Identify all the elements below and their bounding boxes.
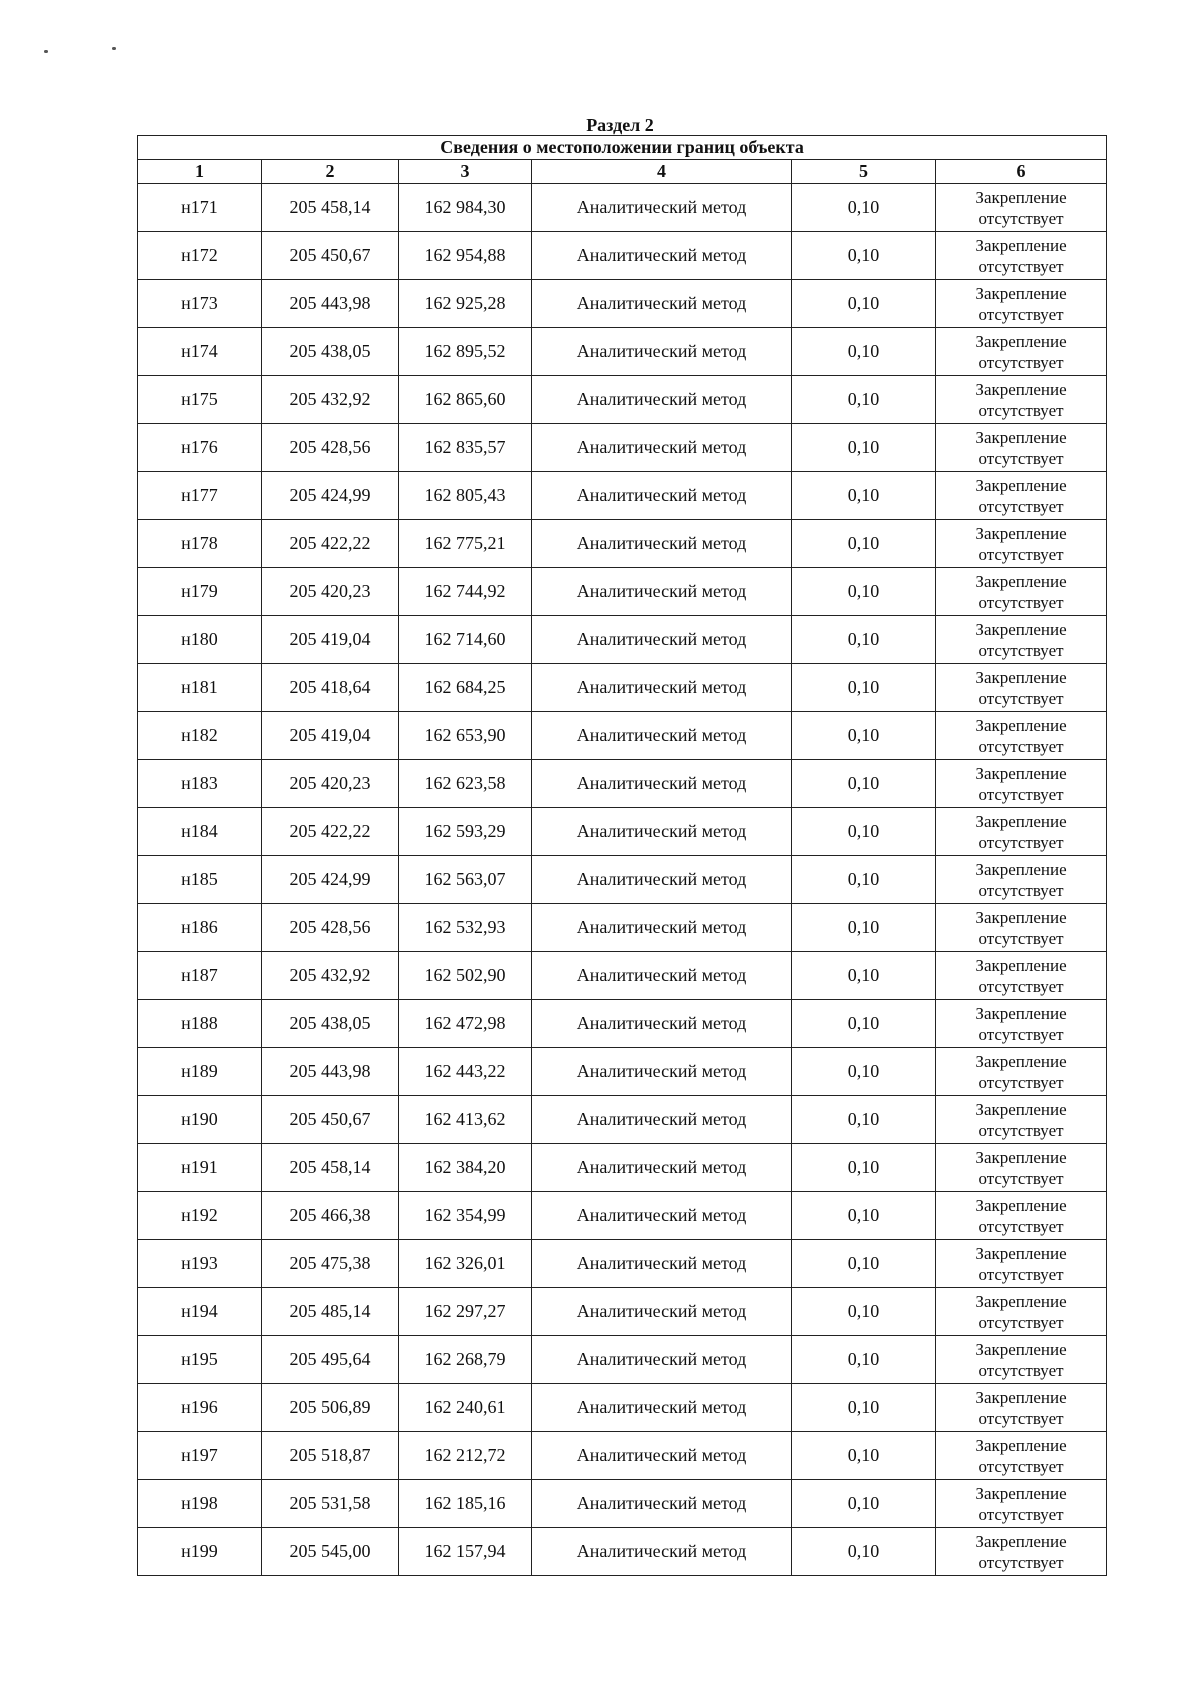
table-body xyxy=(138,184,1107,1576)
fixing-line-1: Закрепление xyxy=(975,1003,1067,1023)
fixing-line-1: Закрепление xyxy=(975,1291,1067,1311)
accuracy-cell: 0,10 xyxy=(792,232,936,280)
accuracy-cell: 0,10 xyxy=(792,568,936,616)
fixing-line-2: отсутствует xyxy=(978,1120,1064,1140)
fixing-line-2: отсутствует xyxy=(978,400,1064,420)
fixing-description-cell xyxy=(936,808,1107,856)
fixing-description-cell xyxy=(936,376,1107,424)
table-row xyxy=(138,760,1107,808)
fixing-description-cell xyxy=(936,472,1107,520)
y-coordinate-cell: 162 297,27 xyxy=(399,1288,532,1336)
y-coordinate-cell: 162 502,90 xyxy=(399,952,532,1000)
fixing-description-cell xyxy=(936,232,1107,280)
x-coordinate-cell: 205 428,56 xyxy=(262,424,399,472)
fixing-description-cell xyxy=(936,952,1107,1000)
y-coordinate-cell: 162 472,98 xyxy=(399,1000,532,1048)
method-cell: Аналитический метод xyxy=(532,1144,792,1192)
fixing-line-2: отсутствует xyxy=(978,976,1064,996)
point-name-cell: н183 xyxy=(138,760,262,808)
y-coordinate-cell: 162 563,07 xyxy=(399,856,532,904)
fixing-description-cell xyxy=(936,184,1107,232)
x-coordinate-cell: 205 518,87 xyxy=(262,1432,399,1480)
fixing-description-cell xyxy=(936,1192,1107,1240)
fixing-line-2: отсутствует xyxy=(978,496,1064,516)
fixing-line-2: отсутствует xyxy=(978,1072,1064,1092)
method-cell: Аналитический метод xyxy=(532,1528,792,1576)
fixing-line-2: отсутствует xyxy=(978,1408,1064,1428)
fixing-description-cell xyxy=(936,1528,1107,1576)
method-cell: Аналитический метод xyxy=(532,520,792,568)
fixing-line-1: Закрепление xyxy=(975,1483,1067,1503)
fixing-line-1: Закрепление xyxy=(975,1387,1067,1407)
method-cell: Аналитический метод xyxy=(532,1336,792,1384)
fixing-line-1: Закрепление xyxy=(975,1147,1067,1167)
table-row xyxy=(138,1288,1107,1336)
y-coordinate-cell: 162 775,21 xyxy=(399,520,532,568)
x-coordinate-cell: 205 418,64 xyxy=(262,664,399,712)
y-coordinate-cell: 162 895,52 xyxy=(399,328,532,376)
point-name-cell: н196 xyxy=(138,1384,262,1432)
table-row xyxy=(138,280,1107,328)
x-coordinate-cell: 205 450,67 xyxy=(262,232,399,280)
point-name-cell: н185 xyxy=(138,856,262,904)
point-name-cell: н197 xyxy=(138,1432,262,1480)
fixing-line-1: Закрепление xyxy=(975,811,1067,831)
fixing-line-2: отсутствует xyxy=(978,928,1064,948)
point-name-cell: н198 xyxy=(138,1480,262,1528)
table-row xyxy=(138,664,1107,712)
accuracy-cell: 0,10 xyxy=(792,808,936,856)
accuracy-cell: 0,10 xyxy=(792,712,936,760)
fixing-line-1: Закрепление xyxy=(975,619,1067,639)
fixing-description-cell xyxy=(936,1384,1107,1432)
method-cell: Аналитический метод xyxy=(532,808,792,856)
fixing-description-cell xyxy=(936,616,1107,664)
y-coordinate-cell: 162 835,57 xyxy=(399,424,532,472)
x-coordinate-cell: 205 466,38 xyxy=(262,1192,399,1240)
method-cell: Аналитический метод xyxy=(532,856,792,904)
x-coordinate-cell: 205 458,14 xyxy=(262,1144,399,1192)
point-name-cell: н173 xyxy=(138,280,262,328)
point-name-cell: н176 xyxy=(138,424,262,472)
fixing-line-2: отсутствует xyxy=(978,784,1064,804)
y-coordinate-cell: 162 413,62 xyxy=(399,1096,532,1144)
accuracy-cell: 0,10 xyxy=(792,1192,936,1240)
column-number: 5 xyxy=(792,160,936,184)
fixing-line-2: отсутствует xyxy=(978,304,1064,324)
point-name-cell: н175 xyxy=(138,376,262,424)
x-coordinate-cell: 205 443,98 xyxy=(262,280,399,328)
point-name-cell: н178 xyxy=(138,520,262,568)
y-coordinate-cell: 162 240,61 xyxy=(399,1384,532,1432)
method-cell: Аналитический метод xyxy=(532,760,792,808)
accuracy-cell: 0,10 xyxy=(792,952,936,1000)
method-cell: Аналитический метод xyxy=(532,424,792,472)
method-cell: Аналитический метод xyxy=(532,1384,792,1432)
y-coordinate-cell: 162 653,90 xyxy=(399,712,532,760)
fixing-line-2: отсутствует xyxy=(978,1024,1064,1044)
table-row xyxy=(138,328,1107,376)
method-cell: Аналитический метод xyxy=(532,472,792,520)
x-coordinate-cell: 205 438,05 xyxy=(262,328,399,376)
fixing-line-2: отсутствует xyxy=(978,352,1064,372)
x-coordinate-cell: 205 424,99 xyxy=(262,472,399,520)
point-name-cell: н192 xyxy=(138,1192,262,1240)
fixing-line-1: Закрепление xyxy=(975,1243,1067,1263)
fixing-description-cell xyxy=(936,1000,1107,1048)
fixing-line-2: отсутствует xyxy=(978,1552,1064,1572)
y-coordinate-cell: 162 212,72 xyxy=(399,1432,532,1480)
x-coordinate-cell: 205 438,05 xyxy=(262,1000,399,1048)
y-coordinate-cell: 162 865,60 xyxy=(399,376,532,424)
x-coordinate-cell: 205 458,14 xyxy=(262,184,399,232)
fixing-line-2: отсутствует xyxy=(978,880,1064,900)
fixing-line-1: Закрепление xyxy=(975,1531,1067,1551)
fixing-description-cell xyxy=(936,1480,1107,1528)
accuracy-cell: 0,10 xyxy=(792,856,936,904)
point-name-cell: н191 xyxy=(138,1144,262,1192)
fixing-line-2: отсутствует xyxy=(978,832,1064,852)
method-cell: Аналитический метод xyxy=(532,328,792,376)
fixing-description-cell xyxy=(936,424,1107,472)
y-coordinate-cell: 162 532,93 xyxy=(399,904,532,952)
point-name-cell: н194 xyxy=(138,1288,262,1336)
table-row xyxy=(138,184,1107,232)
scan-speck xyxy=(112,47,116,50)
table-row xyxy=(138,424,1107,472)
fixing-line-1: Закрепление xyxy=(975,667,1067,687)
table-row xyxy=(138,1240,1107,1288)
x-coordinate-cell: 205 420,23 xyxy=(262,760,399,808)
method-cell: Аналитический метод xyxy=(532,1048,792,1096)
table-row xyxy=(138,568,1107,616)
fixing-line-2: отсутствует xyxy=(978,448,1064,468)
table-row xyxy=(138,952,1107,1000)
x-coordinate-cell: 205 419,04 xyxy=(262,712,399,760)
accuracy-cell: 0,10 xyxy=(792,1240,936,1288)
method-cell: Аналитический метод xyxy=(532,712,792,760)
y-coordinate-cell: 162 925,28 xyxy=(399,280,532,328)
x-coordinate-cell: 205 424,99 xyxy=(262,856,399,904)
fixing-description-cell xyxy=(936,1432,1107,1480)
y-coordinate-cell: 162 684,25 xyxy=(399,664,532,712)
y-coordinate-cell: 162 744,92 xyxy=(399,568,532,616)
table-row xyxy=(138,904,1107,952)
method-cell: Аналитический метод xyxy=(532,232,792,280)
point-name-cell: н171 xyxy=(138,184,262,232)
fixing-line-1: Закрепление xyxy=(975,763,1067,783)
fixing-description-cell xyxy=(936,1336,1107,1384)
accuracy-cell: 0,10 xyxy=(792,1048,936,1096)
fixing-line-2: отсутствует xyxy=(978,736,1064,756)
fixing-line-1: Закрепление xyxy=(975,859,1067,879)
table-row xyxy=(138,376,1107,424)
method-cell: Аналитический метод xyxy=(532,280,792,328)
table-row xyxy=(138,1432,1107,1480)
accuracy-cell: 0,10 xyxy=(792,1432,936,1480)
y-coordinate-cell: 162 954,88 xyxy=(399,232,532,280)
x-coordinate-cell: 205 420,23 xyxy=(262,568,399,616)
method-cell: Аналитический метод xyxy=(532,184,792,232)
point-name-cell: н177 xyxy=(138,472,262,520)
boundary-coordinates-table xyxy=(137,135,1107,1576)
fixing-line-2: отсутствует xyxy=(978,1168,1064,1188)
fixing-description-cell xyxy=(936,712,1107,760)
point-name-cell: н189 xyxy=(138,1048,262,1096)
y-coordinate-cell: 162 157,94 xyxy=(399,1528,532,1576)
fixing-description-cell xyxy=(936,520,1107,568)
fixing-description-cell xyxy=(936,856,1107,904)
fixing-line-1: Закрепление xyxy=(975,475,1067,495)
accuracy-cell: 0,10 xyxy=(792,616,936,664)
fixing-line-1: Закрепление xyxy=(975,523,1067,543)
fixing-line-1: Закрепление xyxy=(975,379,1067,399)
method-cell: Аналитический метод xyxy=(532,1192,792,1240)
method-cell: Аналитический метод xyxy=(532,616,792,664)
table-row xyxy=(138,1096,1107,1144)
point-name-cell: н199 xyxy=(138,1528,262,1576)
accuracy-cell: 0,10 xyxy=(792,1384,936,1432)
method-cell: Аналитический метод xyxy=(532,376,792,424)
accuracy-cell: 0,10 xyxy=(792,376,936,424)
fixing-line-2: отсутствует xyxy=(978,256,1064,276)
fixing-line-2: отсутствует xyxy=(978,592,1064,612)
x-coordinate-cell: 205 422,22 xyxy=(262,520,399,568)
y-coordinate-cell: 162 185,16 xyxy=(399,1480,532,1528)
fixing-line-1: Закрепление xyxy=(975,715,1067,735)
method-cell: Аналитический метод xyxy=(532,1480,792,1528)
fixing-line-2: отсутствует xyxy=(978,208,1064,228)
fixing-description-cell xyxy=(936,1096,1107,1144)
y-coordinate-cell: 162 354,99 xyxy=(399,1192,532,1240)
fixing-description-cell xyxy=(936,664,1107,712)
accuracy-cell: 0,10 xyxy=(792,760,936,808)
x-coordinate-cell: 205 506,89 xyxy=(262,1384,399,1432)
point-name-cell: н184 xyxy=(138,808,262,856)
table-row xyxy=(138,1384,1107,1432)
y-coordinate-cell: 162 384,20 xyxy=(399,1144,532,1192)
x-coordinate-cell: 205 495,64 xyxy=(262,1336,399,1384)
fixing-line-2: отсутствует xyxy=(978,1456,1064,1476)
fixing-line-1: Закрепление xyxy=(975,1339,1067,1359)
point-name-cell: н188 xyxy=(138,1000,262,1048)
point-name-cell: н193 xyxy=(138,1240,262,1288)
fixing-line-1: Закрепление xyxy=(975,427,1067,447)
column-number: 1 xyxy=(138,160,262,184)
table-row xyxy=(138,1528,1107,1576)
table-row xyxy=(138,1336,1107,1384)
scan-speck xyxy=(44,50,48,53)
fixing-line-1: Закрепление xyxy=(975,331,1067,351)
fixing-description-cell xyxy=(936,1240,1107,1288)
fixing-line-2: отсутствует xyxy=(978,1216,1064,1236)
fixing-line-2: отсутствует xyxy=(978,1264,1064,1284)
table-caption-row xyxy=(138,136,1107,160)
method-cell: Аналитический метод xyxy=(532,664,792,712)
y-coordinate-cell: 162 623,58 xyxy=(399,760,532,808)
x-coordinate-cell: 205 422,22 xyxy=(262,808,399,856)
y-coordinate-cell: 162 326,01 xyxy=(399,1240,532,1288)
table-caption: Сведения о местоположении границ объекта xyxy=(138,136,1107,160)
fixing-description-cell xyxy=(936,280,1107,328)
table-row xyxy=(138,808,1107,856)
table-row xyxy=(138,232,1107,280)
x-coordinate-cell: 205 428,56 xyxy=(262,904,399,952)
accuracy-cell: 0,10 xyxy=(792,1480,936,1528)
fixing-line-2: отсутствует xyxy=(978,688,1064,708)
column-number: 3 xyxy=(399,160,532,184)
fixing-line-1: Закрепление xyxy=(975,1435,1067,1455)
method-cell: Аналитический метод xyxy=(532,952,792,1000)
fixing-line-2: отсутствует xyxy=(978,640,1064,660)
accuracy-cell: 0,10 xyxy=(792,1528,936,1576)
accuracy-cell: 0,10 xyxy=(792,904,936,952)
accuracy-cell: 0,10 xyxy=(792,424,936,472)
x-coordinate-cell: 205 419,04 xyxy=(262,616,399,664)
fixing-line-1: Закрепление xyxy=(975,283,1067,303)
table-row xyxy=(138,1048,1107,1096)
fixing-line-2: отсутствует xyxy=(978,544,1064,564)
accuracy-cell: 0,10 xyxy=(792,664,936,712)
method-cell: Аналитический метод xyxy=(532,1000,792,1048)
x-coordinate-cell: 205 432,92 xyxy=(262,376,399,424)
fixing-line-1: Закрепление xyxy=(975,187,1067,207)
y-coordinate-cell: 162 714,60 xyxy=(399,616,532,664)
point-name-cell: н182 xyxy=(138,712,262,760)
point-name-cell: н190 xyxy=(138,1096,262,1144)
fixing-description-cell xyxy=(936,904,1107,952)
fixing-description-cell xyxy=(936,568,1107,616)
column-number: 2 xyxy=(262,160,399,184)
fixing-line-1: Закрепление xyxy=(975,907,1067,927)
accuracy-cell: 0,10 xyxy=(792,520,936,568)
y-coordinate-cell: 162 443,22 xyxy=(399,1048,532,1096)
table-row xyxy=(138,1144,1107,1192)
accuracy-cell: 0,10 xyxy=(792,328,936,376)
accuracy-cell: 0,10 xyxy=(792,472,936,520)
fixing-line-1: Закрепление xyxy=(975,235,1067,255)
fixing-description-cell xyxy=(936,1048,1107,1096)
method-cell: Аналитический метод xyxy=(532,568,792,616)
table-row xyxy=(138,472,1107,520)
method-cell: Аналитический метод xyxy=(532,1288,792,1336)
accuracy-cell: 0,10 xyxy=(792,1000,936,1048)
method-cell: Аналитический метод xyxy=(532,1096,792,1144)
accuracy-cell: 0,10 xyxy=(792,1096,936,1144)
point-name-cell: н187 xyxy=(138,952,262,1000)
table-row xyxy=(138,1480,1107,1528)
fixing-description-cell xyxy=(936,1144,1107,1192)
section-title: Раздел 2 xyxy=(586,115,654,135)
method-cell: Аналитический метод xyxy=(532,1240,792,1288)
x-coordinate-cell: 205 443,98 xyxy=(262,1048,399,1096)
table-row xyxy=(138,1000,1107,1048)
fixing-description-cell xyxy=(936,760,1107,808)
fixing-line-1: Закрепление xyxy=(975,1051,1067,1071)
accuracy-cell: 0,10 xyxy=(792,1336,936,1384)
accuracy-cell: 0,10 xyxy=(792,280,936,328)
fixing-line-1: Закрепление xyxy=(975,1099,1067,1119)
y-coordinate-cell: 162 805,43 xyxy=(399,472,532,520)
fixing-line-2: отсутствует xyxy=(978,1360,1064,1380)
fixing-line-1: Закрепление xyxy=(975,1195,1067,1215)
column-number: 4 xyxy=(532,160,792,184)
x-coordinate-cell: 205 450,67 xyxy=(262,1096,399,1144)
x-coordinate-cell: 205 531,58 xyxy=(262,1480,399,1528)
point-name-cell: н174 xyxy=(138,328,262,376)
fixing-line-1: Закрепление xyxy=(975,955,1067,975)
fixing-description-cell xyxy=(936,1288,1107,1336)
column-number: 6 xyxy=(936,160,1107,184)
column-number-row xyxy=(138,160,1107,184)
method-cell: Аналитический метод xyxy=(532,1432,792,1480)
table-row xyxy=(138,856,1107,904)
table-row xyxy=(138,712,1107,760)
x-coordinate-cell: 205 432,92 xyxy=(262,952,399,1000)
table-row xyxy=(138,616,1107,664)
method-cell: Аналитический метод xyxy=(532,904,792,952)
fixing-line-1: Закрепление xyxy=(975,571,1067,591)
point-name-cell: н179 xyxy=(138,568,262,616)
fixing-line-2: отсутствует xyxy=(978,1312,1064,1332)
point-name-cell: н180 xyxy=(138,616,262,664)
point-name-cell: н172 xyxy=(138,232,262,280)
accuracy-cell: 0,10 xyxy=(792,1144,936,1192)
table-row xyxy=(138,520,1107,568)
table-row xyxy=(138,1192,1107,1240)
y-coordinate-cell: 162 593,29 xyxy=(399,808,532,856)
point-name-cell: н181 xyxy=(138,664,262,712)
x-coordinate-cell: 205 485,14 xyxy=(262,1288,399,1336)
point-name-cell: н195 xyxy=(138,1336,262,1384)
y-coordinate-cell: 162 268,79 xyxy=(399,1336,532,1384)
point-name-cell: н186 xyxy=(138,904,262,952)
accuracy-cell: 0,10 xyxy=(792,184,936,232)
fixing-description-cell xyxy=(936,328,1107,376)
accuracy-cell: 0,10 xyxy=(792,1288,936,1336)
fixing-line-2: отсутствует xyxy=(978,1504,1064,1524)
y-coordinate-cell: 162 984,30 xyxy=(399,184,532,232)
x-coordinate-cell: 205 475,38 xyxy=(262,1240,399,1288)
x-coordinate-cell: 205 545,00 xyxy=(262,1528,399,1576)
